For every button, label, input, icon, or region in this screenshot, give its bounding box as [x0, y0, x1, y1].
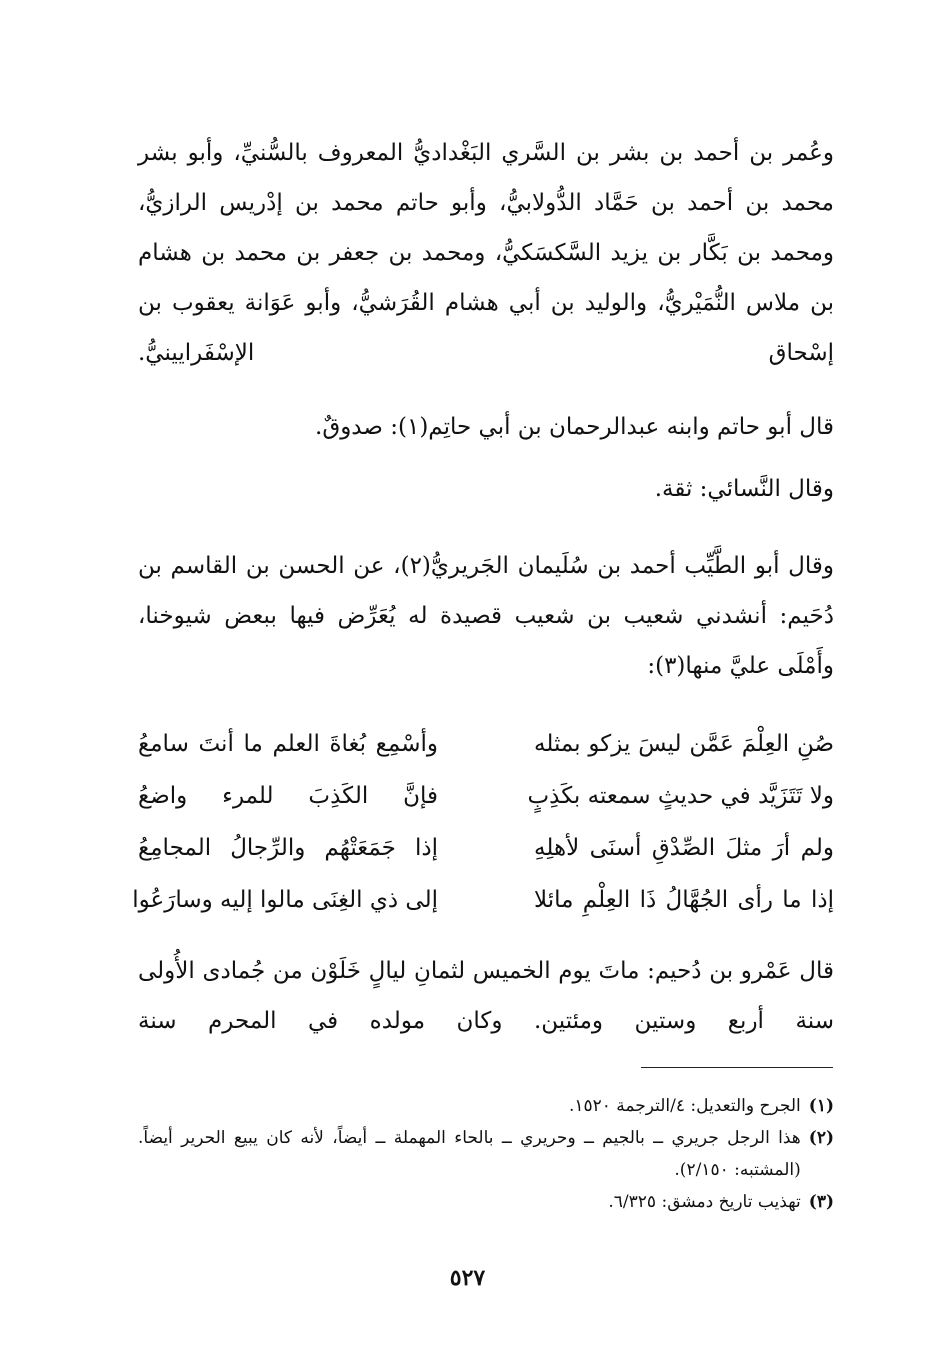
footnote	[138, 1186, 834, 1218]
poem-first-hemistich: صُنِ العِلْمَ عَمَّن ليسَ يزكو بمثله	[534, 731, 834, 757]
poem-verse	[138, 770, 834, 822]
poem-first-hemistich: ولم أرَ مثلَ الصِّدْقِ أسنَى لأهلِهِ	[534, 835, 834, 861]
paragraph-abu-tayyib: وقال أبو الطَّيِّب أحمد بن سُلَيمان الجَريريُّ(٢)، عن الحسن بن القاسم بن دُحَيم: أنشدني شعيب بن شعيب قصيدة له يُعَرِّض فيها ببعض شيوخنا، وأَمْلَى عليَّ منها(٣):	[138, 553, 834, 679]
poem-verse	[138, 822, 834, 874]
paragraph-death-date: قال عَمْرو بن دُحيم: ماتَ يوم الخميس لثمانِ ليالٍ خَلَوْن من جُمادى الأُولى سنة أربع وستين ومئتين. وكان مولده في المحرم سنة	[138, 958, 834, 1034]
footnote-divider	[641, 1067, 833, 1068]
footnote	[138, 1090, 834, 1122]
page-number: ٥٢٧	[449, 1265, 486, 1291]
poem-second-hemistich: وأسْمِع بُغاةَ العلم ما أنتَ سامعُ	[138, 731, 438, 757]
footnote	[138, 1122, 834, 1186]
paragraph-nasai: وقال النَّسائي: ثقة.	[654, 476, 834, 502]
footnote-text: هذا الرجل جريري ــ بالجيم ــ وحريري ــ بالحاء المهملة ــ أيضاً، لأنه كان يبيع الحرير أيضاً. (المشتبه: ٢/١٥٠).	[138, 1128, 801, 1180]
footnote-number: (٣)	[808, 1192, 834, 1212]
paragraph-abu-hatim: قال أبو حاتم وابنه عبدالرحمان بن أبي حاتِم(١): صدوقٌ.	[315, 414, 834, 440]
poem-first-hemistich: إذا ما رأى الجُهَّالُ ذَا العِلْمِ مائلا	[534, 887, 834, 913]
poem	[132, 718, 834, 926]
footnotes	[138, 1090, 834, 1218]
footnote-text: الجرح والتعديل: ٤/الترجمة ١٥٢٠.	[568, 1096, 801, 1116]
poem-second-hemistich: إلى ذي الغِنَى مالوا إليه وسارَعُوا	[132, 887, 438, 913]
paragraph-narrators: وعُمر بن أحمد بن بشر بن السَّري البَغْداديُّ المعروف بالسُّنيِّ، وأبو بشر محمد بن أحمد بن حَمَّاد الدُّولابيُّ، وأبو حاتم محمد بن إدْريس الرازيُّ، ومحمد بن بَكَّار بن يزيد السَّكسَكيُّ، ومحمد بن جعفر بن محمد بن هشام بن ملاس النُّمَيْريُّ، والوليد بن أبي هشام القُرَشيُّ، وأبو عَوَانة يعقوب بن إسْحاق الإسْفَرايينيُّ.	[138, 140, 834, 366]
poem-verse	[132, 874, 834, 926]
footnote-number: (٢)	[808, 1128, 834, 1148]
poem-verse	[138, 718, 834, 770]
poem-first-hemistich: ولا تَتَزَيَّد في حديثٍ سمعته بكَذِبٍ	[527, 783, 834, 809]
footnote-number: (١)	[808, 1096, 834, 1116]
poem-second-hemistich: فإنَّ الكَذِبَ للمرء واضعُ	[138, 783, 438, 809]
poem-second-hemistich: إذا جَمَعَتْهُم والرِّجالُ المجامِعُ	[138, 835, 438, 861]
footnote-text: تهذيب تاريخ دمشق: ٦/٣٢٥.	[608, 1192, 801, 1212]
